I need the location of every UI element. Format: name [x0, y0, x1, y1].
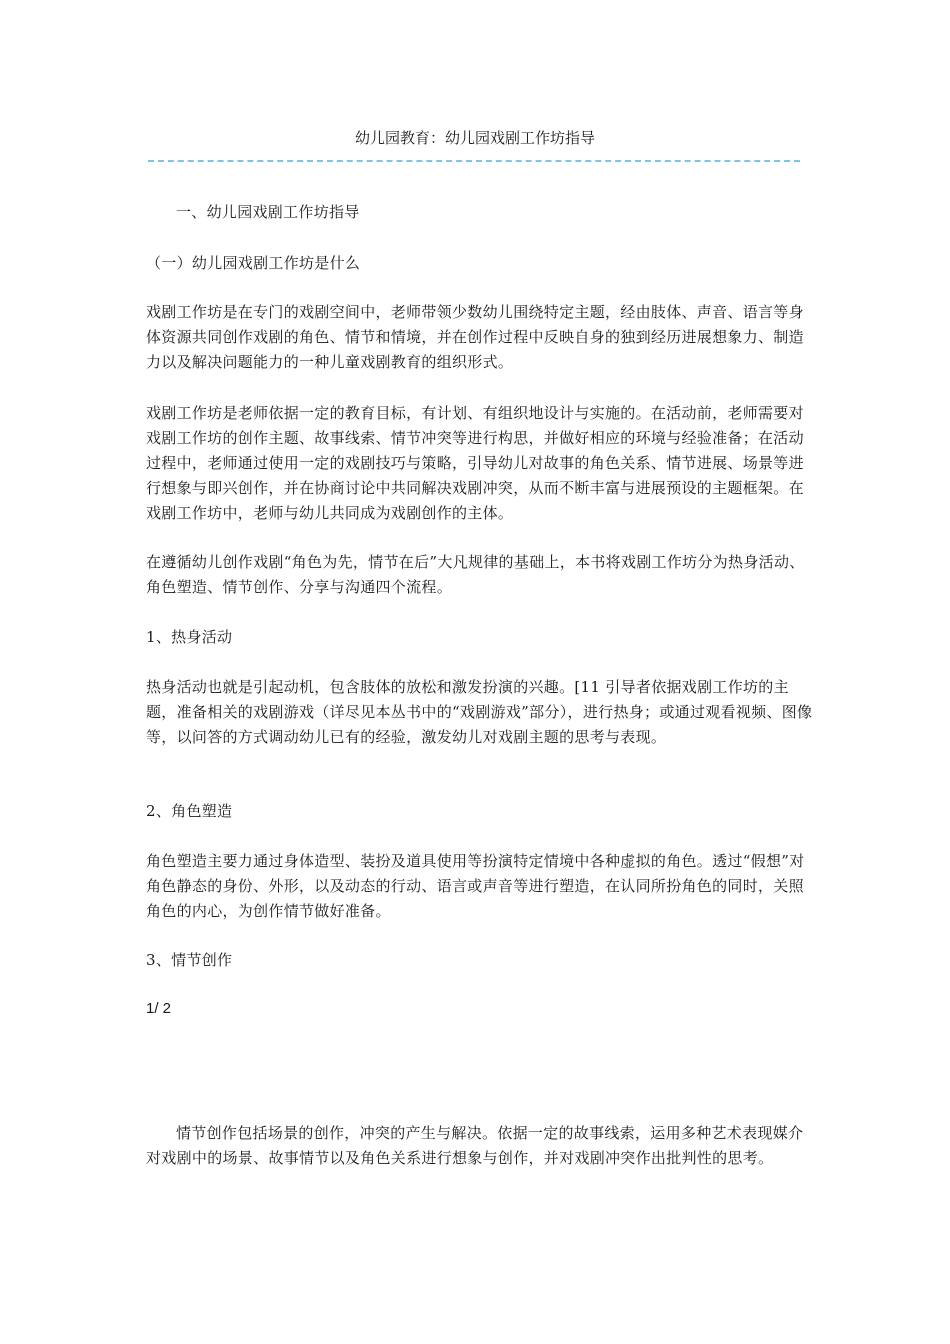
page-number: 1/ 2 [146, 1000, 172, 1017]
paragraph-warmup: 热身活动也就是引起动机，包含肢体的放松和激发扮演的兴趣。[11 引导者依据戏剧工作坊的主题，准备相关的戏剧游戏（详尽见本丛书中的“戏剧游戏”部分），进行热身；或通过观看视频、图像等，以问答的方式调动幼儿已有的经验，激发幼儿对戏剧主题的思考与表现。 [146, 678, 813, 746]
document-title: 幼儿园教育：幼儿园戏剧工作坊指导 [354, 129, 595, 147]
paragraph-role: 角色塑造主要力通过身体造型、装扮及道具使用等扮演特定情境中各种虚拟的角色。透过“假想”对角色静态的身份、外形，以及动态的行动、语言或声音等进行塑造，在认同所扮角色的同时，关照角色的内心，为创作情节做好准备。 [146, 852, 805, 920]
section-heading-plot: 3、情节创作 [146, 951, 233, 969]
paragraph-plot: 情节创作包括场景的创作，冲突的产生与解决。依据一定的故事线索，运用多种艺术表现媒介对戏剧中的场景、故事情节以及角色关系进行想象与创作，并对戏剧冲突作出批判性的思考。 [146, 1124, 804, 1167]
section-heading-warmup: 1、热身活动 [146, 628, 233, 646]
paragraph-definition: 戏剧工作坊是在专门的戏剧空间中，老师带领少数幼儿围绕特定主题，经由肢体、声音、语言等身体资源共同创作戏剧的角色、情节和情境，并在创作过程中反映自身的独到经历进展想象力、制造力以及解决问题能力的一种儿童戏剧教育的组织形式。 [146, 303, 804, 371]
paragraph-process-overview: 在遵循幼儿创作戏剧“角色为先，情节在后”大凡规律的基础上，本书将戏剧工作坊分为热身活动、角色塑造、情节创作、分享与沟通四个流程。 [146, 553, 805, 596]
paragraph-planning: 戏剧工作坊是老师依据一定的教育目标，有计划、有组织地设计与实施的。在活动前，老师需要对戏剧工作坊的创作主题、故事线索、情节冲突等进行构思，并做好相应的环境与经验准备；在活动过程中，老师通过使用一定的戏剧技巧与策略，引导幼儿对故事的角色关系、情节进展、场景等进行想象与即兴创作，并在协商讨论中共同解决戏剧冲突，从而不断丰富与进展预设的主题框架。在戏剧工作坊中，老师与幼儿共同成为戏剧创作的主体。 [146, 404, 804, 522]
section-heading-role: 2、角色塑造 [146, 802, 233, 820]
heading-level-1: 一、幼儿园戏剧工作坊指导 [176, 203, 360, 221]
heading-level-2: （一）幼儿园戏剧工作坊是什么 [146, 254, 361, 272]
title-divider [148, 160, 800, 162]
